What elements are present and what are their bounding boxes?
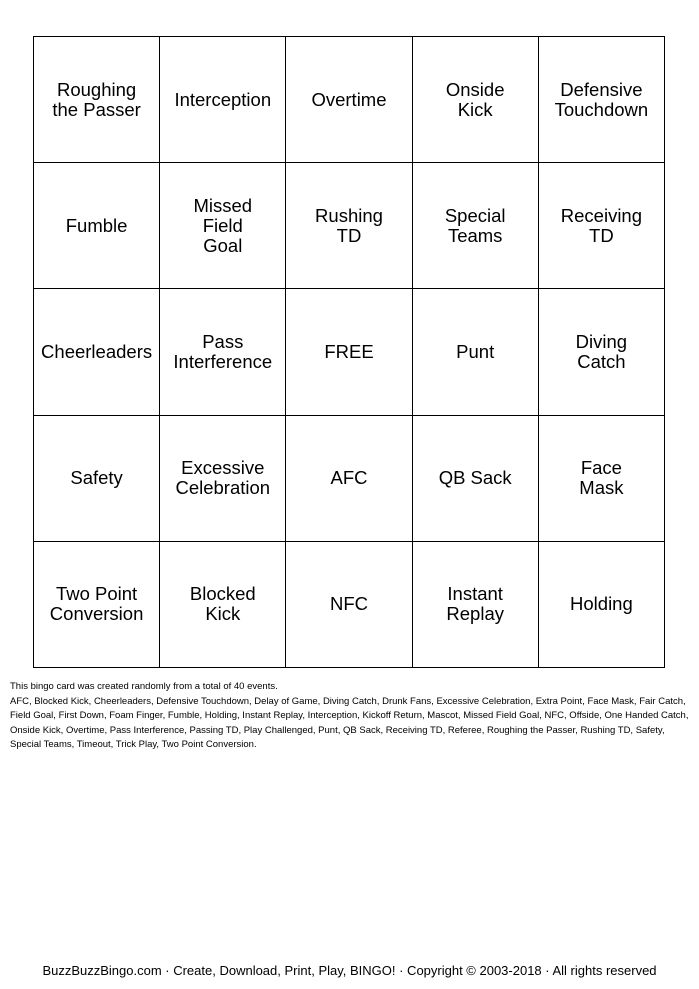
- bingo-cell-label: Fumble: [65, 214, 128, 236]
- bingo-cell: [286, 416, 412, 542]
- bingo-free-cell: [286, 289, 412, 415]
- bingo-cell: [160, 37, 286, 163]
- bingo-cell-label: Defensive Touchdown: [554, 78, 649, 120]
- bingo-cell: [34, 37, 160, 163]
- bingo-cell: [34, 542, 160, 668]
- bingo-cell: [413, 416, 539, 542]
- bingo-cell-label: Onside Kick: [445, 78, 505, 120]
- bingo-cell: [34, 289, 160, 415]
- bingo-cell-label: Missed Field Goal: [193, 194, 253, 256]
- bingo-cell: [413, 289, 539, 415]
- bingo-cell-label: Two Point Conversion: [49, 583, 144, 625]
- note-event-list: AFC, Blocked Kick, Cheerleaders, Defensive Touchdown, Delay of Game, Diving Catch, Drunk Fans, Excessive Celebration, Extra Point, Face Mask, Fair Catch, Field Goal, First Down, Foam Finger, Fumble, Holding, Instant Replay, Interception, Kickoff Return, Mascot, Missed Field Goal, NFC, Offside, One Handed Catch, Onside Kick, Overtime, Pass Interference, Passing TD, Play Challenged, Punt, QB Sack, Receiving TD, Referee, Roughing the Passer, Rushing TD, Safety, Special Teams, Timeout, Trick Play, Two Point Conversion.: [10, 695, 689, 750]
- bingo-cell-label: AFC: [330, 467, 368, 489]
- bingo-cell: [413, 37, 539, 163]
- bingo-cell-label: Receiving TD: [560, 204, 643, 246]
- bingo-cell-label: Punt: [456, 340, 495, 362]
- bingo-cell-label: Holding: [570, 593, 633, 615]
- bingo-cell: [539, 289, 665, 415]
- bingo-cell: [539, 542, 665, 668]
- bingo-cell: [286, 37, 412, 163]
- bingo-cell: [34, 163, 160, 289]
- bingo-cell-label: Overtime: [311, 88, 387, 110]
- generation-note: [10, 680, 690, 753]
- bingo-cell: [413, 163, 539, 289]
- bingo-cell: [286, 542, 412, 668]
- bingo-cell-label: Excessive Celebration: [175, 457, 271, 499]
- bingo-cell-label: Interception: [174, 88, 272, 110]
- bingo-cell: [286, 163, 412, 289]
- page-footer: BuzzBuzzBingo.com · Create, Download, Print, Play, BINGO! · Copyright © 2003-2018 · All rights reserved: [42, 963, 657, 978]
- bingo-cell-label: Safety: [70, 467, 123, 489]
- bingo-cell-label: Blocked Kick: [189, 583, 256, 625]
- bingo-cell-label: Rushing TD: [315, 204, 383, 246]
- bingo-cell-label: Pass Interference: [173, 330, 273, 372]
- bingo-cell-label: Diving Catch: [575, 330, 628, 372]
- bingo-cell-label: QB Sack: [438, 467, 512, 489]
- bingo-cell: [34, 416, 160, 542]
- bingo-cell-label: NFC: [329, 593, 368, 615]
- bingo-cell: [539, 416, 665, 542]
- bingo-cell: [160, 289, 286, 415]
- bingo-cell-label: Roughing the Passer: [52, 78, 141, 120]
- bingo-cell: [539, 163, 665, 289]
- bingo-cell: [413, 542, 539, 668]
- bingo-cell-label: Instant Replay: [446, 583, 504, 625]
- bingo-cell: [160, 542, 286, 668]
- bingo-cell: [539, 37, 665, 163]
- bingo-card-grid: [33, 36, 665, 668]
- bingo-cell-label: Special Teams: [444, 204, 506, 246]
- bingo-cell: [160, 163, 286, 289]
- bingo-cell-label: Cheerleaders: [41, 340, 153, 362]
- note-intro: This bingo card was created randomly from a total of 40 events.: [10, 681, 278, 692]
- bingo-cell-label: FREE: [324, 340, 374, 362]
- bingo-cell-label: Face Mask: [579, 457, 624, 499]
- bingo-cell: [160, 416, 286, 542]
